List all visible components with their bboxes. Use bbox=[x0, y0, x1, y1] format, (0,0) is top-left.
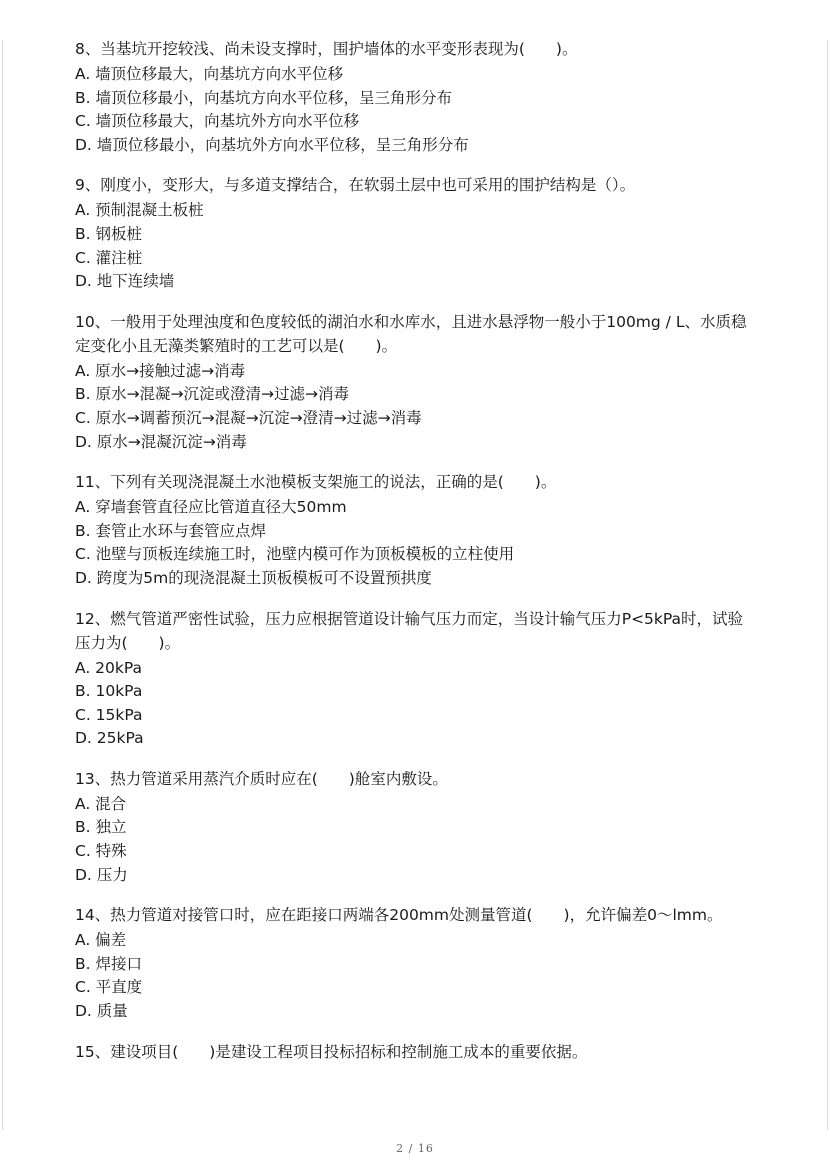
question-stem: 15、建设项目( )是建设工程项目投标招标和控制施工成本的重要依据。 bbox=[75, 1042, 588, 1061]
option-a: A. 20kPa bbox=[75, 658, 143, 677]
question-10 bbox=[75, 310, 755, 454]
page-indicator: 2 / 16 bbox=[396, 1142, 434, 1155]
option-d: D. 地下连续墙 bbox=[75, 272, 175, 291]
option-b: B. 独立 bbox=[75, 818, 127, 837]
question-stem: 9、刚度小，变形大，与多道支撑结合，在软弱土层中也可采用的围护结构是（）。 bbox=[75, 176, 636, 195]
question-stem: 12、燃气管道严密性试验，压力应根据管道设计输气压力而定，当设计输气压力P<5kPa时，试验压力为( )。 bbox=[75, 609, 744, 652]
option-d: D. 质量 bbox=[75, 1002, 128, 1021]
option-a: A. 墙顶位移最大，向基坑方向水平位移 bbox=[75, 65, 344, 83]
option-a: A. 穿墙套管直径应比管道直径大50mm bbox=[75, 498, 347, 517]
option-b: B. 原水→混凝→沉淀或澄清→过滤→消毒 bbox=[75, 385, 349, 404]
option-b: B. 10kPa bbox=[75, 682, 143, 701]
option-d: D. 原水→混凝沉淀→消毒 bbox=[75, 432, 247, 451]
option-c: C. 池壁与顶板连续施工时，池壁内模可作为顶板模板的立柱使用 bbox=[75, 545, 515, 564]
question-8 bbox=[75, 37, 755, 157]
option-c: C. 平直度 bbox=[75, 978, 143, 997]
question-stem: 11、下列有关现浇混凝土水池模板支架施工的说法，正确的是( )。 bbox=[75, 473, 557, 492]
option-a: A. 预制混凝土板桩 bbox=[75, 201, 204, 220]
question-14 bbox=[75, 903, 755, 1023]
question-15 bbox=[75, 1040, 755, 1064]
option-c: C. 特殊 bbox=[75, 842, 127, 861]
question-13 bbox=[75, 767, 755, 887]
question-12 bbox=[75, 607, 755, 751]
option-d: D. 压力 bbox=[75, 865, 128, 884]
option-a: A. 偏差 bbox=[75, 931, 127, 950]
question-list bbox=[75, 37, 755, 1080]
option-c: C. 15kPa bbox=[75, 705, 143, 724]
question-11 bbox=[75, 470, 755, 590]
option-d: D. 墙顶位移最小，向基坑外方向水平位移，呈三角形分布 bbox=[75, 135, 469, 154]
question-stem: 13、热力管道采用蒸汽介质时应在( )舱室内敷设。 bbox=[75, 769, 448, 788]
option-b: B. 钢板桩 bbox=[75, 224, 142, 243]
option-b: B. 套管止水环与套管应点焊 bbox=[75, 521, 266, 540]
option-c: C. 墙顶位移最大，向基坑外方向水平位移 bbox=[75, 112, 360, 131]
page-right-edge bbox=[827, 40, 828, 1130]
option-b: B. 焊接口 bbox=[75, 954, 142, 973]
option-d: D. 跨度为5m的现浇混凝土顶板模板可不设置预拱度 bbox=[75, 568, 432, 587]
option-c: C. 原水→调蓄预沉→混凝→沉淀→澄清→过滤→消毒 bbox=[75, 408, 422, 427]
option-d: D. 25kPa bbox=[75, 729, 144, 748]
option-b: B. 墙顶位移最小，向基坑方向水平位移，呈三角形分布 bbox=[75, 88, 452, 107]
question-stem: 14、热力管道对接管口时，应在距接口两端各200mm处测量管道( )，允许偏差0～lmm。 bbox=[75, 906, 723, 925]
question-stem: 10、一般用于处理浊度和色度较低的湖泊水和水库水，且进水悬浮物一般小于100mg / L、水质稳定变化小且无藻类繁殖时的工艺可以是( )。 bbox=[75, 312, 747, 355]
option-c: C. 灌注桩 bbox=[75, 248, 143, 267]
page-left-edge bbox=[2, 40, 3, 1130]
option-a: A. 混合 bbox=[75, 794, 127, 813]
question-stem: 8、当基坑开挖较浅、尚未设支撑时，围护墙体的水平变形表现为( )。 bbox=[75, 40, 578, 58]
question-9 bbox=[75, 173, 755, 293]
option-a: A. 原水→接触过滤→消毒 bbox=[75, 361, 246, 380]
